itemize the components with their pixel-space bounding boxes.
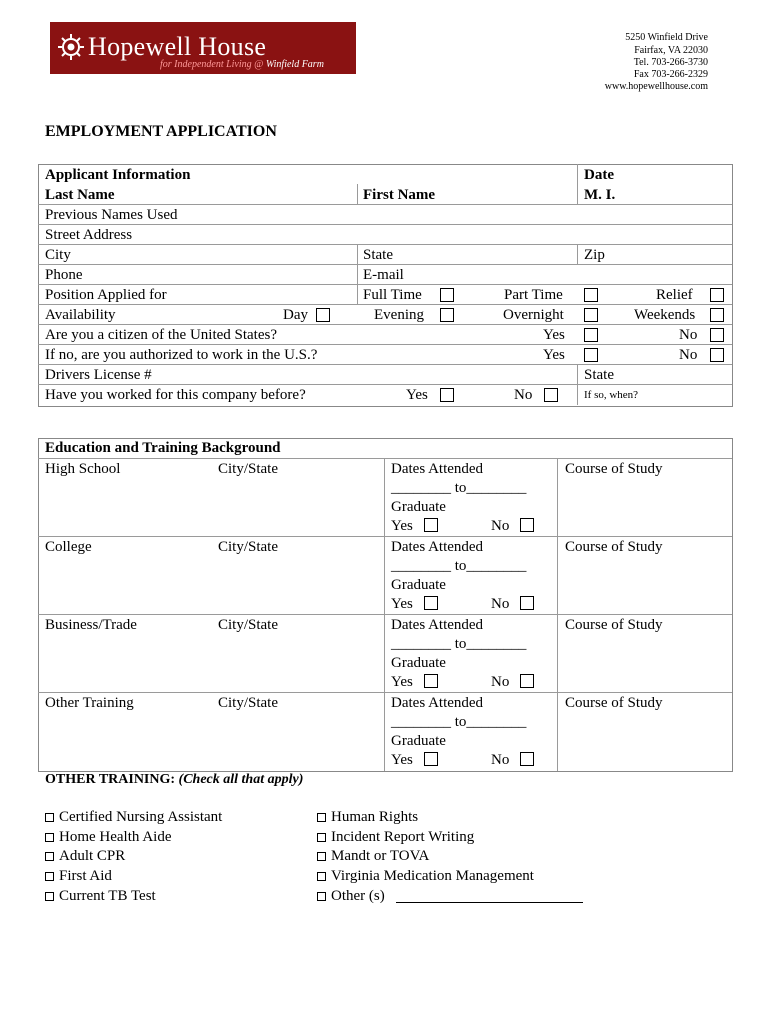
citizen-no-label: No [679,327,698,343]
training-option: Other (s) [331,888,385,904]
education-table [38,438,733,772]
training-checkbox[interactable] [317,833,326,842]
school-label-other-training[interactable]: Other Training [45,695,134,711]
training-option: Home Health Aide [59,829,172,845]
sun-gear-icon [58,34,84,60]
city-state-field[interactable]: City/State [218,539,278,555]
worked-before-question: Have you worked for this company before? [45,387,306,403]
course-of-study-field[interactable]: Course of Study [565,539,663,555]
graduate-yes-checkbox[interactable] [424,518,438,532]
graduate-yes-checkbox[interactable] [424,674,438,688]
zip-field[interactable]: Zip [584,247,605,263]
address-fax: Fax 703-266-2329 [633,69,708,80]
graduate-no-label: No [491,674,510,690]
email-field[interactable]: E-mail [363,267,404,283]
applicant-section-title: Applicant Information [45,167,191,183]
logo-name: Hopewell House [88,32,267,61]
training-checkbox[interactable] [317,872,326,881]
citizen-yes-checkbox[interactable] [584,328,598,342]
graduate-label: Graduate [391,733,446,749]
day-label: Day [283,307,308,323]
availability-label: Availability [45,307,116,323]
license-state-field[interactable]: State [584,367,614,383]
dates-attended-label: Dates Attended [391,461,484,477]
citizen-question: Are you a citizen of the United States? [45,327,278,343]
position-field[interactable]: Position Applied for [45,287,167,303]
relief-label: Relief [656,287,693,303]
city-state-field[interactable]: City/State [218,461,278,477]
graduate-yes-checkbox[interactable] [424,752,438,766]
worked-yes-checkbox[interactable] [440,388,454,402]
evening-checkbox[interactable] [440,308,454,322]
address-city: Fairfax, VA 22030 [634,45,708,56]
relief-checkbox[interactable] [710,288,724,302]
graduate-no-label: No [491,752,510,768]
school-label-college[interactable]: College [45,539,92,555]
authorized-question: If no, are you authorized to work in the U.S.? [45,347,318,363]
weekends-checkbox[interactable] [710,308,724,322]
training-option: Adult CPR [59,848,126,864]
graduate-label: Graduate [391,655,446,671]
overnight-checkbox[interactable] [584,308,598,322]
overnight-label: Overnight [503,307,564,323]
training-option: Mandt or TOVA [331,848,430,864]
middle-initial-field[interactable]: M. I. [584,187,616,203]
city-state-field[interactable]: City/State [218,695,278,711]
graduate-no-checkbox[interactable] [520,596,534,610]
training-option: First Aid [59,868,112,884]
address-street: 5250 Winfield Drive [625,32,708,43]
evening-label: Evening [374,307,424,323]
worked-yes-label: Yes [406,387,428,403]
day-checkbox[interactable] [316,308,330,322]
dates-attended-label: Dates Attended [391,617,484,633]
street-address-field[interactable]: Street Address [45,227,133,243]
training-option: Certified Nursing Assistant [59,809,223,825]
worked-no-checkbox[interactable] [544,388,558,402]
graduate-yes-checkbox[interactable] [424,596,438,610]
dates-attended-label: Dates Attended [391,539,484,555]
authorized-yes-checkbox[interactable] [584,348,598,362]
form-title: EMPLOYMENT APPLICATION [45,123,277,140]
part-time-checkbox[interactable] [584,288,598,302]
training-checkbox[interactable] [317,813,326,822]
full-time-checkbox[interactable] [440,288,454,302]
authorized-no-checkbox[interactable] [710,348,724,362]
other-training-blank[interactable] [396,902,583,903]
city-field[interactable]: City [45,247,71,263]
graduate-no-label: No [491,518,510,534]
training-checkbox[interactable] [45,852,54,861]
weekends-label: Weekends [634,307,696,323]
authorized-no-label: No [679,347,698,363]
part-time-label: Part Time [504,287,563,303]
graduate-yes-label: Yes [391,596,413,612]
dates-attended-field[interactable]: ________ to________ [391,480,527,496]
city-state-field[interactable]: City/State [218,617,278,633]
education-section-title: Education and Training Background [45,440,281,456]
last-name-field[interactable]: Last Name [45,187,115,203]
course-of-study-field[interactable]: Course of Study [565,617,663,633]
logo-tagline: for Independent Living @ Winfield Farm [160,59,324,70]
date-field[interactable]: Date [584,167,614,183]
school-label-business-trade[interactable]: Business/Trade [45,617,137,633]
training-checkbox[interactable] [45,872,54,881]
course-of-study-field[interactable]: Course of Study [565,695,663,711]
training-option: Incident Report Writing [331,829,475,845]
graduate-yes-label: Yes [391,752,413,768]
citizen-yes-label: Yes [543,327,565,343]
state-field[interactable]: State [363,247,393,263]
training-checkbox[interactable] [45,833,54,842]
dates-attended-field[interactable]: ________ to________ [391,714,527,730]
training-checkbox[interactable] [317,892,326,901]
phone-field[interactable]: Phone [45,267,83,283]
other-training-heading: OTHER TRAINING: (Check all that apply) [45,772,304,787]
graduate-no-checkbox[interactable] [520,518,534,532]
dates-attended-label: Dates Attended [391,695,484,711]
previous-names-field[interactable]: Previous Names Used [45,207,178,223]
training-checkbox[interactable] [317,852,326,861]
training-checkbox[interactable] [45,892,54,901]
training-option: Human Rights [331,809,419,825]
school-label-high-school[interactable]: High School [45,461,121,477]
graduate-no-checkbox[interactable] [520,752,534,766]
address-web: www.hopewellhouse.com [604,81,708,92]
company-logo [50,22,356,74]
graduate-no-label: No [491,596,510,612]
training-option: Virginia Medication Management [331,868,534,884]
graduate-label: Graduate [391,499,446,515]
graduate-no-checkbox[interactable] [520,674,534,688]
training-checkbox[interactable] [45,813,54,822]
drivers-license-field[interactable]: Drivers License # [45,367,152,383]
course-of-study-field[interactable]: Course of Study [565,461,663,477]
dates-attended-field[interactable]: ________ to________ [391,558,527,574]
authorized-yes-label: Yes [543,347,565,363]
if-so-when-field[interactable]: If so, when? [584,389,639,401]
graduate-yes-label: Yes [391,674,413,690]
address-tel: Tel. 703-266-3730 [633,57,708,68]
citizen-no-checkbox[interactable] [710,328,724,342]
graduate-yes-label: Yes [391,518,413,534]
dates-attended-field[interactable]: ________ to________ [391,636,527,652]
full-time-label: Full Time [363,287,422,303]
training-option: Current TB Test [59,888,156,904]
first-name-field[interactable]: First Name [363,187,436,203]
worked-no-label: No [514,387,533,403]
graduate-label: Graduate [391,577,446,593]
